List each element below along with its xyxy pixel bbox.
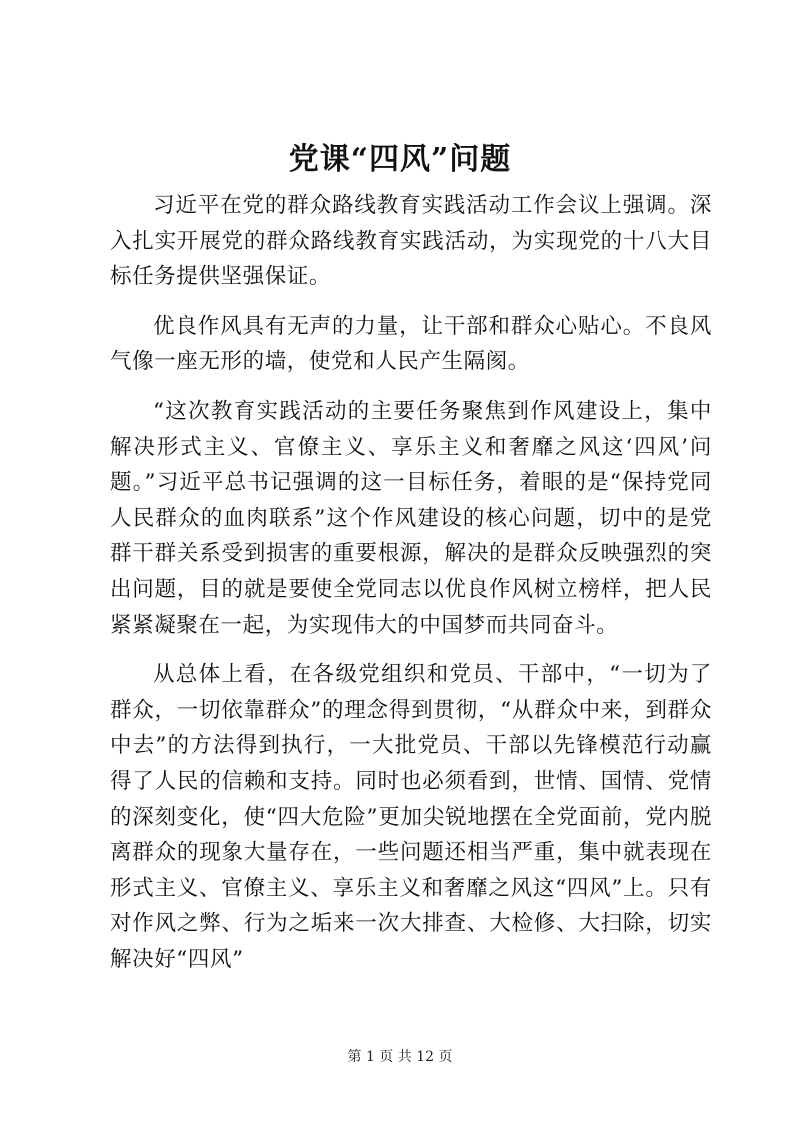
paragraph-2: 优良作风具有无声的力量，让干部和群众心贴心。不良风气像一座无形的墙，使党和人民产生隔阂。 [110, 313, 712, 375]
document-body [110, 188, 712, 991]
paragraph-1: 习近平在党的群众路线教育实践活动工作会议上强调。深入扎实开展党的群众路线教育实践活动，为实现党的十八大目标任务提供坚强保证。 [110, 193, 712, 290]
paragraph-3: “这次教育实践活动的主要任务聚焦到作风建设上，集中解决形式主义、官僚主义、享乐主义和奢靡之风这‘四风’问题。”习近平总书记强调的这一目标任务，着眼的是“保持党同人民群众的血肉联系”这个作风建设的核心问题，切中的是党群干群关系受到损害的重要根源，解决的是群众反映强烈的突出问题，目的就是要使全党同志以优良作风树立榜样，把人民紧紧凝聚在一起，为实现伟大的中国梦而共同奋斗。 [110, 398, 712, 638]
page-footer: 第 1 页 共 12 页 [347, 1049, 453, 1065]
paragraph-4: 从总体上看，在各级党组织和党员、干部中，“一切为了群众，一切依靠群众”的理念得到贯彻，“从群众中来，到群众中去”的方法得到执行，一大批党员、干部以先锋模范行动赢得了人民的信赖和支持。同时也必须看到，世情、国情、党情的深刻变化，使“四大危险”更加尖锐地摆在全党面前，党内脱离群众的现象大量存在，一些问题还相当严重，集中就表现在形式主义、官僚主义、享乐主义和奢靡之风这“四风”上。只有对作风之弊、行为之垢来一次大排查、大检修、大扫除，切实解决好“四风” [110, 662, 712, 972]
document-title: 党课“四风”问题 [288, 142, 512, 177]
